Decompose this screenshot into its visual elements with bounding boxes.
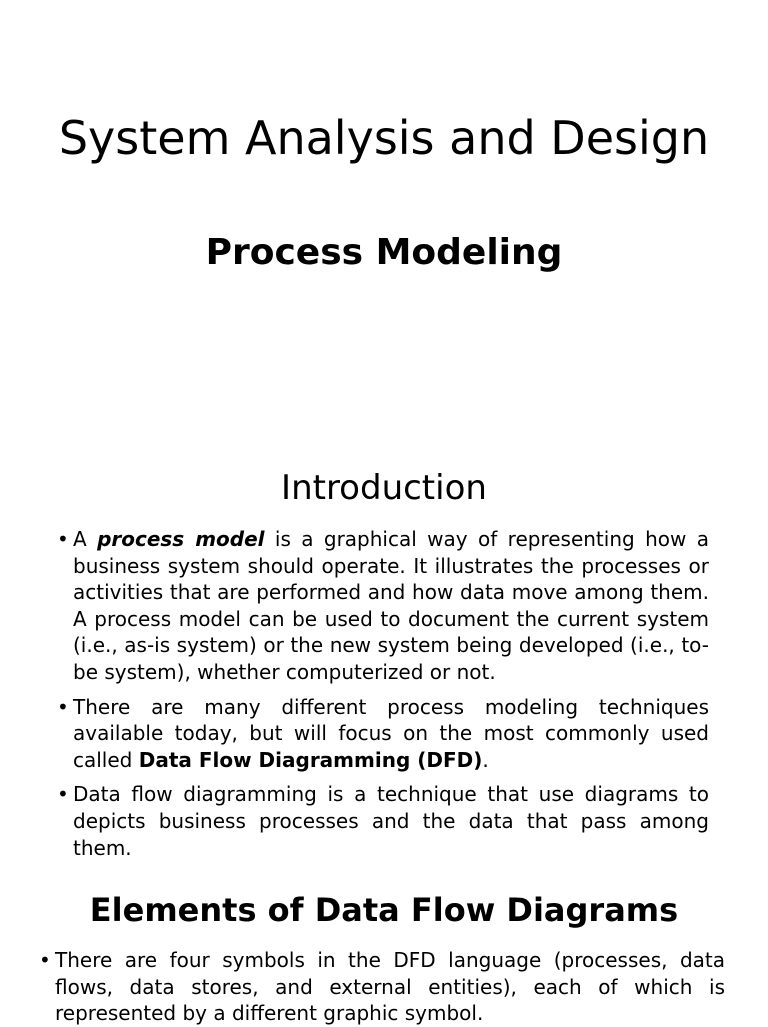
main-title: System Analysis and Design bbox=[58, 111, 710, 165]
bullet-icon: • bbox=[57, 782, 69, 807]
title-slide bbox=[0, 0, 768, 400]
list-item bbox=[57, 694, 709, 774]
bullet-icon: • bbox=[39, 948, 51, 972]
dfd-term: Data Flow Diagramming (DFD) bbox=[138, 747, 483, 772]
bullet-text-rest: . bbox=[482, 747, 489, 772]
bullet-text-rest: is a graphical way of representing how a business system should operate. It illustrates the processes or activities that are performed and how data move among them. A process model can be used to document the current system (i.e., as-is system) or the new system being developed (i.e., to-be system), whether computerized or not. bbox=[73, 527, 709, 684]
bullet-text-lead: A bbox=[73, 527, 98, 551]
bullet-text: There are four symbols in the DFD language (processes, data flows, data stores, and external entities), each of which is represented by a different graphic symbol. bbox=[55, 948, 725, 1026]
elements-bullet-list bbox=[39, 947, 725, 1027]
subtitle: Process Modeling bbox=[205, 232, 563, 273]
bullet-text: Data flow diagramming is a technique that use diagrams to depicts business processes and the data that pass among them. bbox=[73, 782, 709, 860]
list-item bbox=[57, 526, 709, 686]
list-item bbox=[57, 781, 709, 861]
list-item bbox=[39, 947, 725, 1027]
bullet-icon: • bbox=[57, 694, 69, 719]
bullet-icon: • bbox=[57, 527, 69, 551]
bullet-text-lead: There are many different process modeling techniques available today, but will focus on the most commonly used called bbox=[73, 694, 709, 772]
elements-heading: Elements of Data Flow Diagrams bbox=[89, 891, 679, 929]
introduction-bullet-list bbox=[57, 526, 709, 869]
introduction-heading: Introduction bbox=[281, 468, 487, 508]
process-model-term: process model bbox=[97, 527, 265, 551]
